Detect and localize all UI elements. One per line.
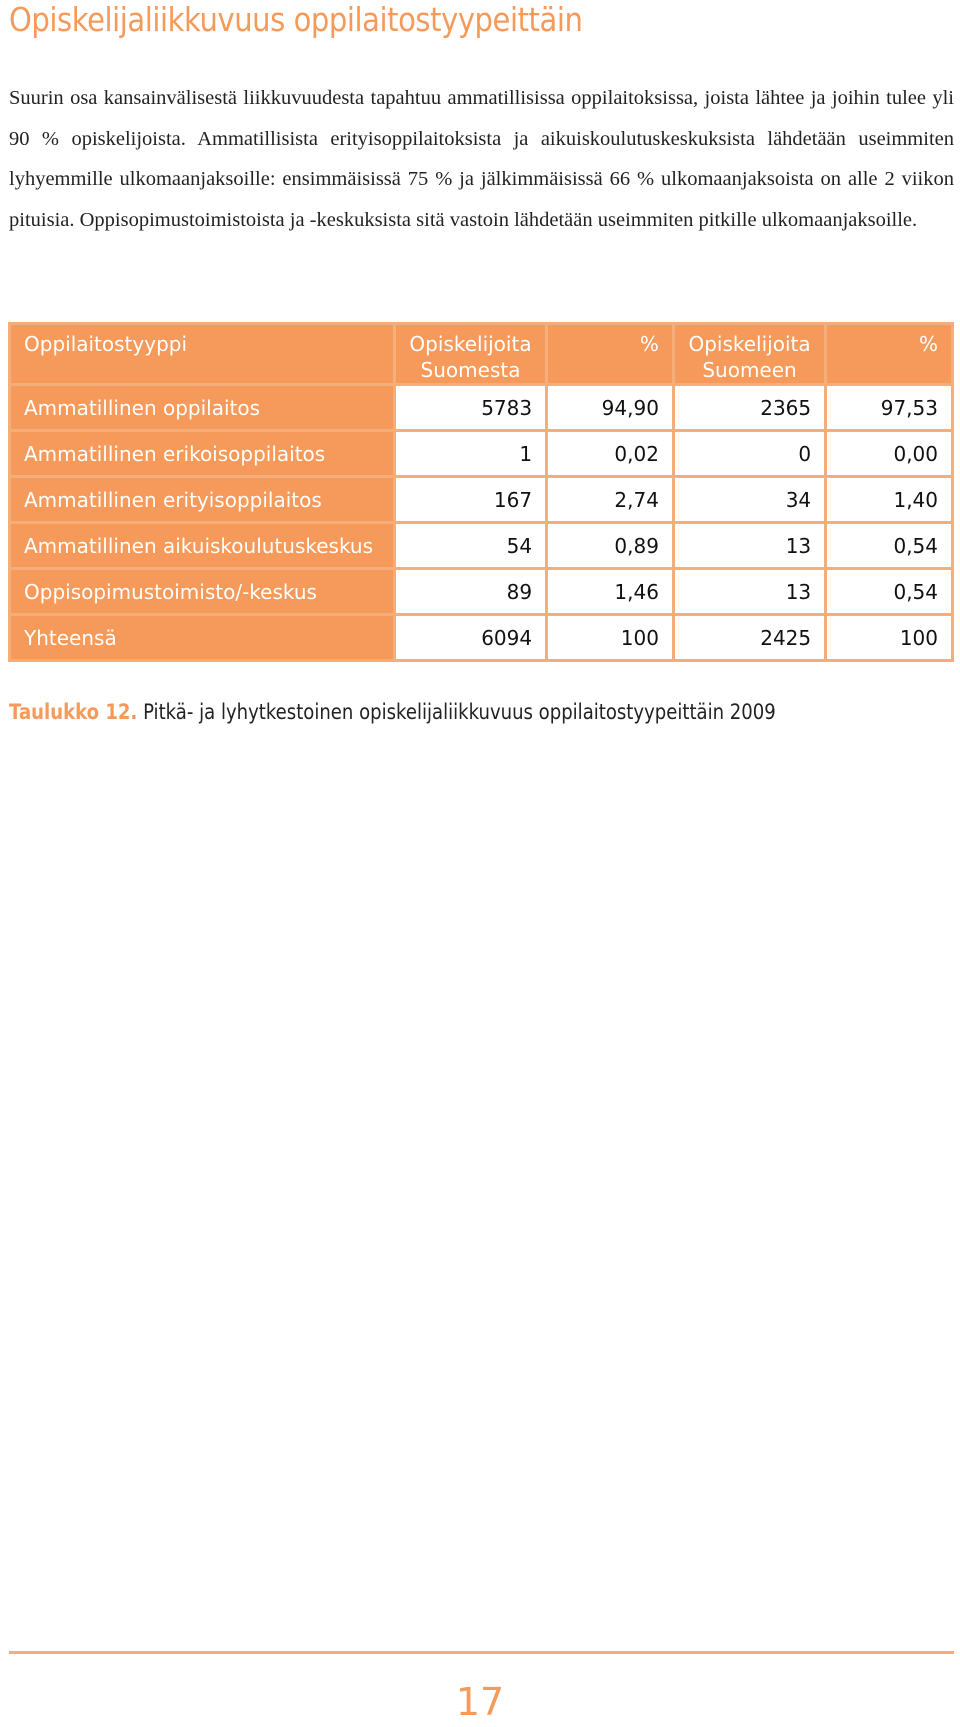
footer-divider	[9, 1651, 954, 1654]
table-caption	[9, 700, 776, 724]
row-value-cell: 0,89	[547, 523, 674, 569]
row-value-cell: 13	[673, 569, 825, 615]
table-row	[10, 385, 953, 431]
header-students-from-finland	[394, 324, 546, 385]
header-students-to-finland	[673, 324, 825, 385]
row-value-cell: 0,02	[547, 431, 674, 477]
row-institution-type: Ammatillinen erikoisoppilaitos	[10, 431, 395, 477]
row-value-cell: 1,40	[826, 477, 953, 523]
row-value-cell: 94,90	[547, 385, 674, 431]
row-value-cell: 1,46	[547, 569, 674, 615]
row-value-cell: 167	[394, 477, 546, 523]
caption-text: Pitkä- ja lyhytkestoinen opiskelijaliikkuvuus oppilaitostyypeittäin 2009	[143, 700, 776, 724]
table-header-row	[10, 324, 953, 385]
table-row	[10, 431, 953, 477]
table-row	[10, 615, 953, 661]
row-value-cell: 2365	[673, 385, 825, 431]
row-institution-type: Ammatillinen erityisoppilaitos	[10, 477, 395, 523]
header-percent-from: %	[547, 324, 674, 385]
row-institution-type: Ammatillinen oppilaitos	[10, 385, 395, 431]
row-value-cell: 0,54	[826, 523, 953, 569]
row-value-cell: 0,00	[826, 431, 953, 477]
page-number: 17	[455, 1680, 505, 1724]
table-row	[10, 569, 953, 615]
row-value-cell: 2425	[673, 615, 825, 661]
row-value-cell: 100	[547, 615, 674, 661]
row-value-cell: 1	[394, 431, 546, 477]
row-institution-type: Ammatillinen aikuiskoulutuskeskus	[10, 523, 395, 569]
header-to-line1: Opiskelijoita	[688, 332, 811, 356]
row-value-cell: 0	[673, 431, 825, 477]
page-heading: Opiskelijaliikkuvuus oppilaitostyypeittäin	[9, 0, 583, 39]
row-value-cell: 2,74	[547, 477, 674, 523]
body-paragraph: Suurin osa kansainvälisestä liikkuvuudesta tapahtuu ammatillisissa oppilaitoksissa, joista lähtee ja joihin tulee yli 90 % opiskelijoista. Ammatillisista erityisoppilaitoksista ja aikuiskoulutuskeskuksista lähdetään useimmiten lyhyemmille ulkomaanjaksoille: ensimmäisissä 75 % ja jälkimmäisissä 66 % ulkomaanjaksoista on alle 2 viikon pituisia. Oppisopimustoimistoista ja -keskuksista sitä vastoin lähdetään useimmiten pitkille ulkomaanjaksoille.	[9, 87, 954, 231]
header-to-line2: Suomeen	[702, 358, 797, 382]
header-from-line1: Opiskelijoita	[409, 332, 532, 356]
row-value-cell: 0,54	[826, 569, 953, 615]
row-value-cell: 5783	[394, 385, 546, 431]
row-value-cell: 54	[394, 523, 546, 569]
row-value-cell: 89	[394, 569, 546, 615]
row-value-cell: 100	[826, 615, 953, 661]
header-percent-to: %	[826, 324, 953, 385]
row-institution-type: Oppisopimustoimisto/-keskus	[10, 569, 395, 615]
row-value-cell: 97,53	[826, 385, 953, 431]
row-value-cell: 34	[673, 477, 825, 523]
row-institution-type: Yhteensä	[10, 615, 395, 661]
table-body	[10, 385, 953, 661]
row-value-cell: 6094	[394, 615, 546, 661]
row-value-cell: 13	[673, 523, 825, 569]
header-from-line2: Suomesta	[420, 358, 521, 382]
mobility-table	[8, 322, 954, 662]
table-row	[10, 477, 953, 523]
caption-label: Taulukko 12.	[9, 700, 138, 724]
header-institution-type: Oppilaitostyyppi	[10, 324, 395, 385]
table-row	[10, 523, 953, 569]
